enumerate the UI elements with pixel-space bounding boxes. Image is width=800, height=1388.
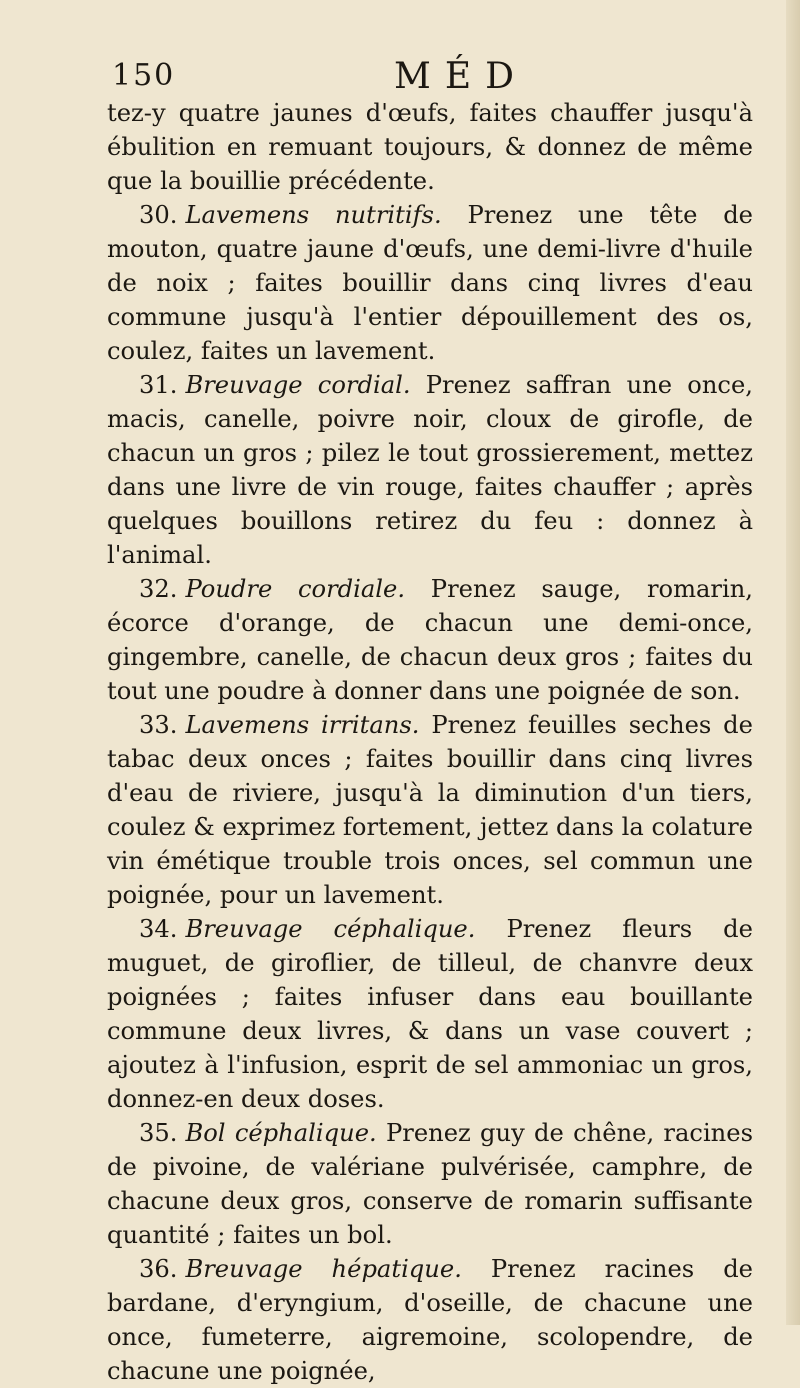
recipe-number: 31. (139, 371, 178, 399)
recipe-body: Prenez sauge, romarin, écorce d'orange, de chacun une demi-once, gingembre, canelle, de chacun deux gros ; faites du tout une poudre à donner dans une poignée de son. (107, 575, 753, 705)
recipe-number: 35. (139, 1119, 178, 1147)
recipe-body: Prenez fleurs de muguet, de giroflier, de tilleul, de chanvre deux poignées ; faites infuser dans eau bouillante commune deux livres, & dans un vase couvert ; ajoutez à l'infusion, esprit de sel ammoniac un gros, donnez-en deux doses. (107, 915, 753, 1113)
recipe-body: Prenez une tête de mouton, quatre jaune d'œufs, une demi-livre d'huile de noix ; faites bouillir dans cinq livres d'eau commune jusqu'à l'entier dépouillement des os, coulez, faites un lavement. (107, 201, 753, 365)
recipe-number: 33. (139, 711, 178, 739)
running-head: MÉD (394, 56, 529, 97)
recipe-32 (107, 572, 753, 708)
page-body (107, 96, 753, 1388)
recipe-body: Prenez saffran une once, macis, canelle, poivre noir, cloux de girofle, de chacun un gros ; pilez le tout grossierement, mettez dans une livre de vin rouge, faites chauffer ; après quelques bouillons retirez du feu : donnez à l'animal. (107, 371, 753, 569)
recipe-34 (107, 912, 753, 1116)
recipe-30 (107, 198, 753, 368)
recipe-31 (107, 368, 753, 572)
continuation-text: tez-y quatre jaunes d'œufs, faites chauffer jusqu'à ébulition en remuant toujours, & donnez de même que la bouillie précédente. (107, 99, 753, 195)
recipe-body: Prenez racines de bardane, d'eryngium, d'oseille, de chacune une once, fumeterre, aigremoine, scolopendre, de chacune une poignée, (107, 1255, 753, 1385)
recipe-title: Bol céphalique. (185, 1119, 377, 1147)
recipe-title: Lavemens nutritifs. (185, 201, 442, 229)
recipe-title: Breuvage hépatique. (185, 1255, 462, 1283)
recipe-title: Breuvage cordial. (185, 371, 411, 399)
page-header (112, 58, 752, 98)
recipe-title: Poudre cordiale. (185, 575, 406, 603)
recipe-number: 34. (139, 915, 178, 943)
recipe-title: Breuvage céphalique. (185, 915, 476, 943)
recipe-number: 36. (139, 1255, 178, 1283)
recipe-33 (107, 708, 753, 912)
recipe-title: Lavemens irritans. (185, 711, 420, 739)
recipe-number: 32. (139, 575, 178, 603)
page-edge (786, 0, 800, 1325)
recipe-36 (107, 1252, 753, 1388)
recipe-body: Prenez guy de chêne, racines de pivoine, de valériane pulvérisée, camphre, de chacune deux gros, conserve de romarin suffisante quantité ; faites un bol. (107, 1119, 753, 1249)
recipe-number: 30. (139, 201, 178, 229)
recipe-35 (107, 1116, 753, 1252)
recipe-body: Prenez feuilles seches de tabac deux onces ; faites bouillir dans cinq livres d'eau de riviere, jusqu'à la diminution d'un tiers, coulez & exprimez fortement, jettez dans la colature vin émétique trouble trois onces, sel commun une poignée, pour un lavement. (107, 711, 753, 909)
page-number: 150 (112, 58, 176, 93)
